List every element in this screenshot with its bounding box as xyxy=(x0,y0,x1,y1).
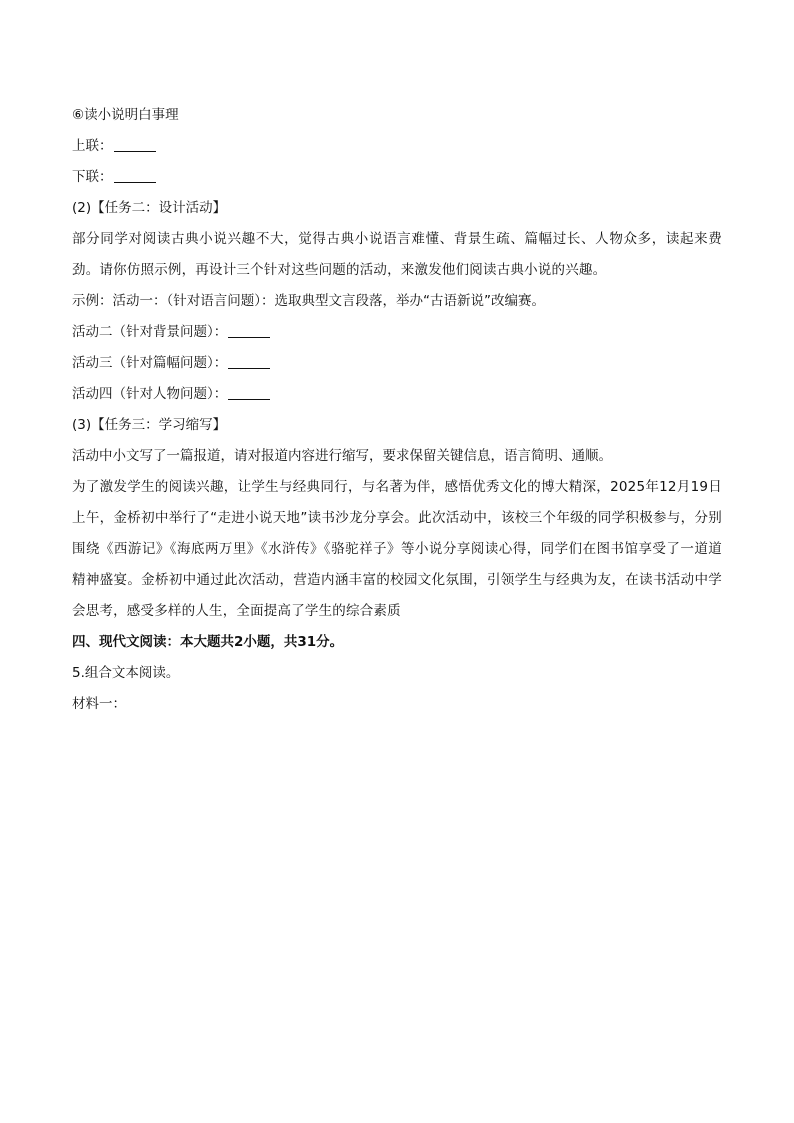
document-page xyxy=(72,100,722,720)
answer-blank-lower[interactable] xyxy=(114,168,156,183)
activity2-line xyxy=(72,317,722,348)
task3-heading: (3)【任务三：学习缩写】 xyxy=(72,417,227,433)
task2-intro: 部分同学对阅读古典小说兴趣不大，觉得古典小说语言难懂、背景生疏、篇幅过长、人物众多，读起来费劲。请你仿照示例，再设计三个针对这些问题的活动，来激发他们阅读古典小说的兴趣。 xyxy=(72,231,722,278)
task2-heading: (2)【任务二：设计活动】 xyxy=(72,200,227,216)
q5-heading: 5.组合文本阅读。 xyxy=(72,665,180,681)
answer-blank-upper[interactable] xyxy=(114,137,156,152)
couplet-upper-label: 上联： xyxy=(72,138,113,154)
material1-label: 材料一： xyxy=(72,696,126,712)
report-text: 为了激发学生的阅读兴趣，让学生与经典同行，与名著为伴，感悟优秀文化的博大精深，2025年12月19日上午，金桥初中举行了“走进小说天地”读书沙龙分享会。此次活动中，该校三个年级的同学积极参与，分别围绕《西游记》《海底两万里》《水浒传》《骆驼祥子》等小说分享阅读心得，同学们在图书馆享受了一道道精神盛宴。金桥初中通过此次活动，营造内涵丰富的校园文化氛围，引领学生与经典为友，在读书活动中学会思考，感受多样的人生，全面提高了学生的综合素质 xyxy=(72,479,722,619)
activity3-line xyxy=(72,348,722,379)
section4-heading: 四、现代文阅读：本大题共2小题，共31分。 xyxy=(72,634,344,650)
q6-heading: ⑥读小说明白事理 xyxy=(72,107,179,123)
couplet-lower-line xyxy=(72,162,722,193)
couplet-lower-label: 下联： xyxy=(72,169,113,185)
couplet-upper-line xyxy=(72,131,722,162)
activity4-line xyxy=(72,379,722,410)
activity2-label: 活动二（针对背景问题）： xyxy=(72,324,228,340)
answer-blank-activity2[interactable] xyxy=(228,323,270,338)
activity3-label: 活动三（针对篇幅问题）： xyxy=(72,355,228,371)
task2-example: 示例：活动一：（针对语言问题）：选取典型文言段落，举办“古语新说”改编赛。 xyxy=(72,293,545,309)
answer-blank-activity3[interactable] xyxy=(228,354,270,369)
answer-blank-activity4[interactable] xyxy=(228,385,270,400)
activity4-label: 活动四（针对人物问题）： xyxy=(72,386,228,402)
task3-intro: 活动中小文写了一篇报道，请对报道内容进行缩写，要求保留关键信息，语言简明、通顺。 xyxy=(72,448,612,464)
